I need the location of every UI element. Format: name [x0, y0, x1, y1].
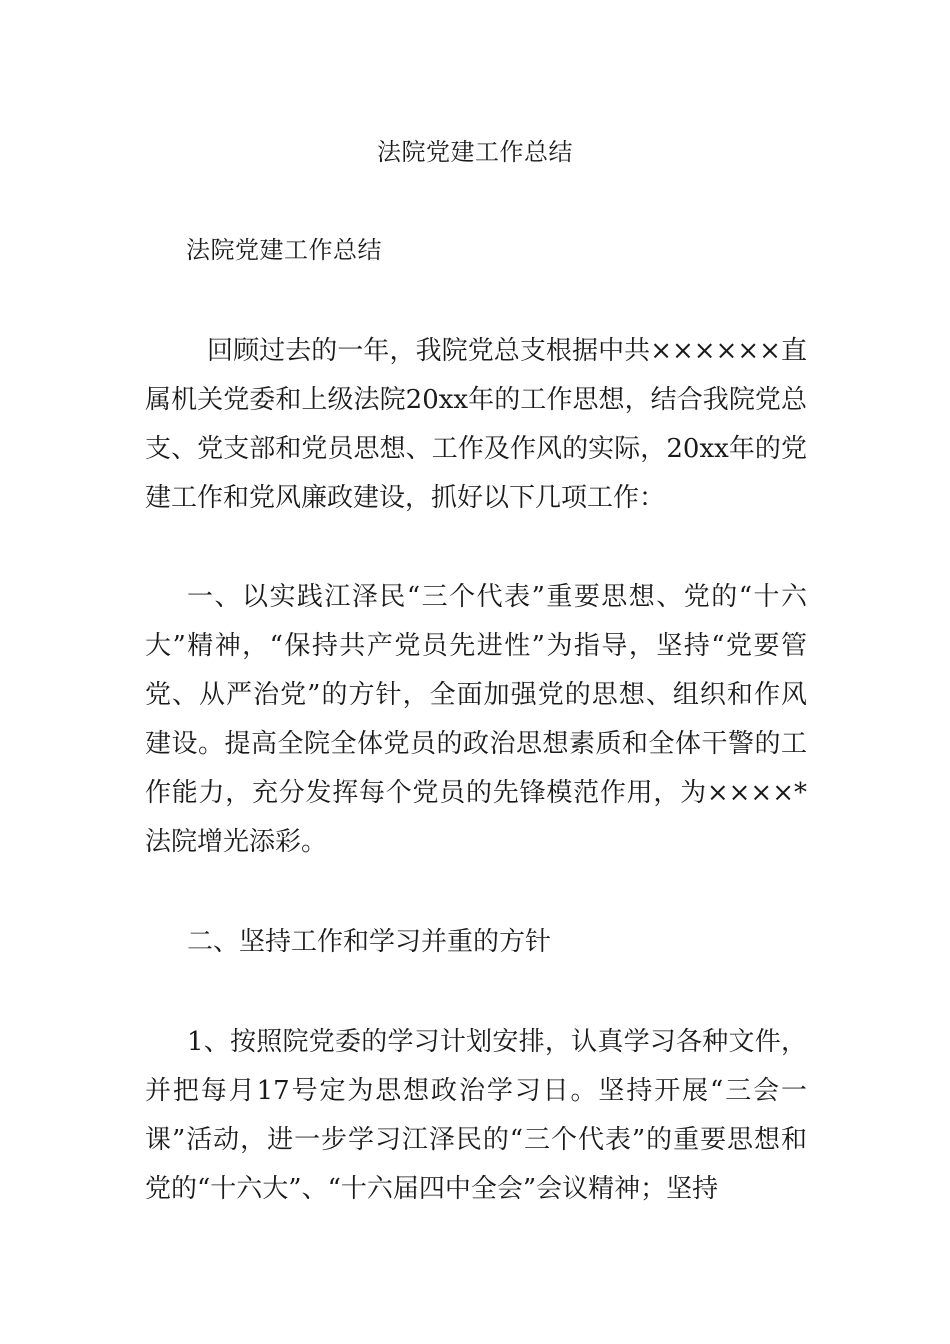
- section-two-heading: 二、坚持工作和学习并重的方针: [187, 927, 552, 957]
- paragraph-item-one: 1、按照院党委的学习计划安排，认真学习各种文件，并把每月17号定为思想政治学习日。坚持开展“三会一课”活动，进一步学习江泽民的“三个代表”的重要思想和党的“十六大”、“十六届四中全会”会议精神；坚持: [145, 1027, 807, 1204]
- paragraph-section-one: 一、以实践江泽民“三个代表”重要思想、党的“十六大”精神，“保持共产党员先进性”为指导，坚持“党要管党、从严治党”的方针，全面加强党的思想、组织和作风建设。提高全院全体党员的政治思想素质和全体干警的工作能力，充分发挥每个党员的先锋模范作用，为××××*法院增光添彩。: [145, 582, 807, 857]
- document-title: 法院党建工作总结: [377, 138, 573, 166]
- paragraph-intro: 回顾过去的一年，我院党总支根据中共××××××直属机关党委和上级法院20xx年的工作思想，结合我院党总支、党支部和党员思想、工作及作风的实际，20xx年的党建工作和党风廉政建设，抓好以下几项工作：: [145, 336, 807, 513]
- document-subtitle: 法院党建工作总结: [186, 236, 382, 264]
